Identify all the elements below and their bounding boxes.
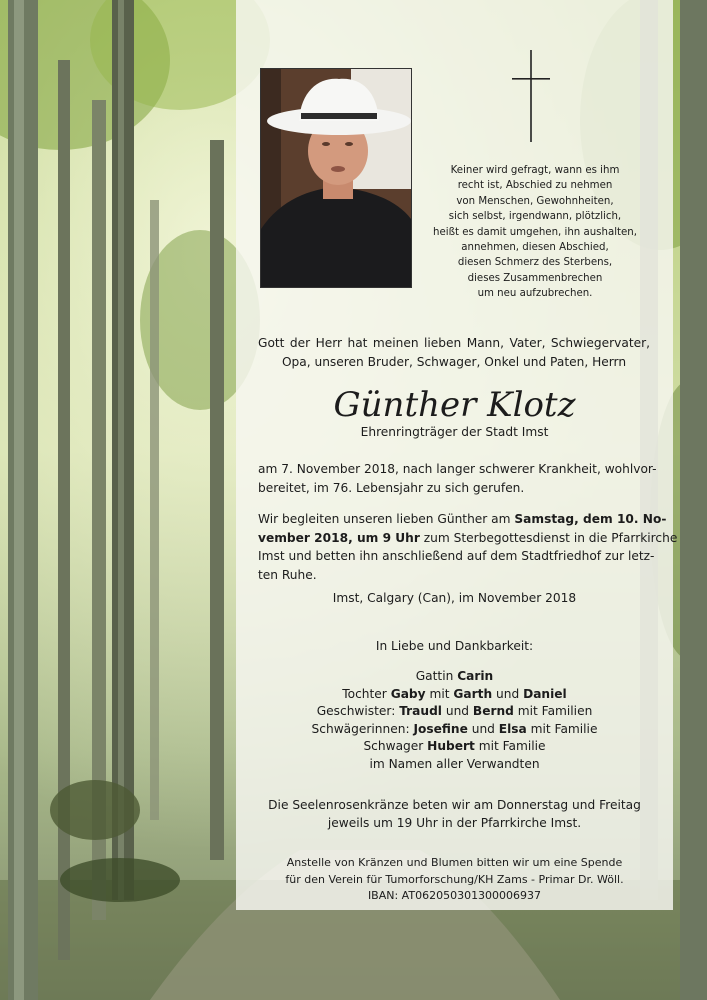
family-text: mit Familie bbox=[474, 739, 546, 753]
death-line: bereitet, im 76. Lebensjahr zu sich gerufen. bbox=[258, 480, 525, 495]
poem-line: diesen Schmerz des Sterbens, bbox=[457, 257, 613, 269]
family-text: und bbox=[467, 721, 499, 736]
family-text: Geschwister: bbox=[316, 704, 400, 718]
family-text: Schwägerinnen: bbox=[311, 721, 414, 736]
funeral-date: Samstag, dem 10. No- bbox=[514, 512, 667, 526]
family-name: Garth bbox=[453, 686, 493, 701]
family-list bbox=[236, 668, 673, 773]
intro-line: Gott der Herr hat meinen lieben Mann, Vater, Schwiegervater, bbox=[258, 336, 650, 350]
rosary-line: jeweils um 19 Uhr in der Pfarrkirche Imst. bbox=[327, 815, 582, 830]
gratitude-text: In Liebe und Dankbarkeit: bbox=[375, 639, 534, 653]
poem bbox=[415, 163, 655, 302]
poem-line: recht ist, Abschied zu nehmen bbox=[457, 180, 613, 192]
family-text: Schwager bbox=[363, 739, 428, 753]
funeral-date: vember 2018, um 9 Uhr bbox=[258, 530, 420, 545]
funeral-text: zum Sterbegottesdienst in die Pfarrkirche bbox=[419, 530, 678, 545]
intro-line: Opa, unseren Bruder, Schwager, Onkel und Paten, Herrn bbox=[281, 354, 627, 369]
family-line bbox=[236, 703, 673, 721]
deceased-name: Günther Klotz bbox=[333, 385, 576, 425]
poem-line: heißt es damit umgehen, ihn aushalten, bbox=[433, 226, 637, 238]
family-text: und bbox=[492, 686, 524, 701]
poem-line: um neu aufzubrechen. bbox=[477, 288, 593, 300]
donation-line: IBAN: AT062050301300006937 bbox=[367, 889, 542, 902]
poem-line: dieses Zusammenbrechen bbox=[467, 272, 603, 284]
cross-icon bbox=[511, 50, 551, 142]
funeral-text: Wir begleiten unseren lieben Günther am bbox=[258, 512, 515, 526]
family-name: Daniel bbox=[523, 686, 567, 701]
family-line bbox=[236, 738, 673, 756]
poem-line: von Menschen, Gewohnheiten, bbox=[456, 195, 614, 207]
family-name: Hubert bbox=[427, 739, 475, 753]
poem-line: Keiner wird gefragt, wann es ihm bbox=[450, 165, 620, 176]
portrait-photo bbox=[260, 68, 412, 288]
poem-line: annehmen, diesen Abschied, bbox=[461, 242, 609, 254]
donation-notice bbox=[236, 855, 673, 905]
family-name: Bernd bbox=[472, 704, 514, 718]
donation-line: Anstelle von Kränzen und Blumen bitten wir um eine Spende bbox=[286, 856, 623, 869]
rosary-notice bbox=[236, 797, 673, 832]
family-name: Josefine bbox=[413, 721, 468, 736]
death-paragraph bbox=[258, 460, 657, 497]
intro-paragraph bbox=[258, 334, 650, 371]
gratitude bbox=[236, 638, 673, 656]
family-text: und bbox=[441, 704, 473, 718]
place-date bbox=[236, 590, 673, 608]
family-name: Traudl bbox=[399, 704, 442, 718]
family-name: Carin bbox=[457, 669, 494, 683]
donation-line: für den Verein für Tumorforschung/KH Zams - Primar Dr. Wöll. bbox=[285, 872, 624, 886]
place-date-text: Imst, Calgary (Can), im November 2018 bbox=[332, 591, 577, 605]
family-line bbox=[236, 721, 673, 739]
family-name: Gaby bbox=[390, 686, 426, 701]
family-text: mit Familie bbox=[526, 721, 598, 736]
poem-line: sich selbst, irgendwann, plötzlich, bbox=[448, 211, 622, 223]
portrait-image bbox=[261, 69, 411, 287]
honor-title-text: Ehrenringträger der Stadt Imst bbox=[360, 425, 549, 439]
honor-title bbox=[236, 424, 673, 442]
family-text: mit Familien bbox=[513, 704, 593, 718]
family-text: Tochter bbox=[342, 686, 391, 701]
funeral-line bbox=[258, 529, 678, 548]
family-line bbox=[236, 668, 673, 686]
funeral-paragraph bbox=[258, 510, 678, 584]
family-line: im Namen aller Verwandten bbox=[369, 756, 540, 771]
family-line bbox=[236, 686, 673, 704]
funeral-line: Imst und betten ihn anschließend auf dem Stadtfriedhof zur letz- bbox=[258, 549, 655, 563]
rosary-line: Die Seelenrosenkränze beten wir am Donnerstag und Freitag bbox=[268, 798, 641, 812]
family-text: mit bbox=[425, 686, 454, 701]
death-line: am 7. November 2018, nach langer schwerer Krankheit, wohlvor- bbox=[258, 462, 657, 476]
funeral-line bbox=[258, 510, 667, 529]
funeral-line: ten Ruhe. bbox=[258, 567, 317, 582]
family-text: Gattin bbox=[415, 669, 458, 683]
family-name: Elsa bbox=[498, 721, 527, 736]
